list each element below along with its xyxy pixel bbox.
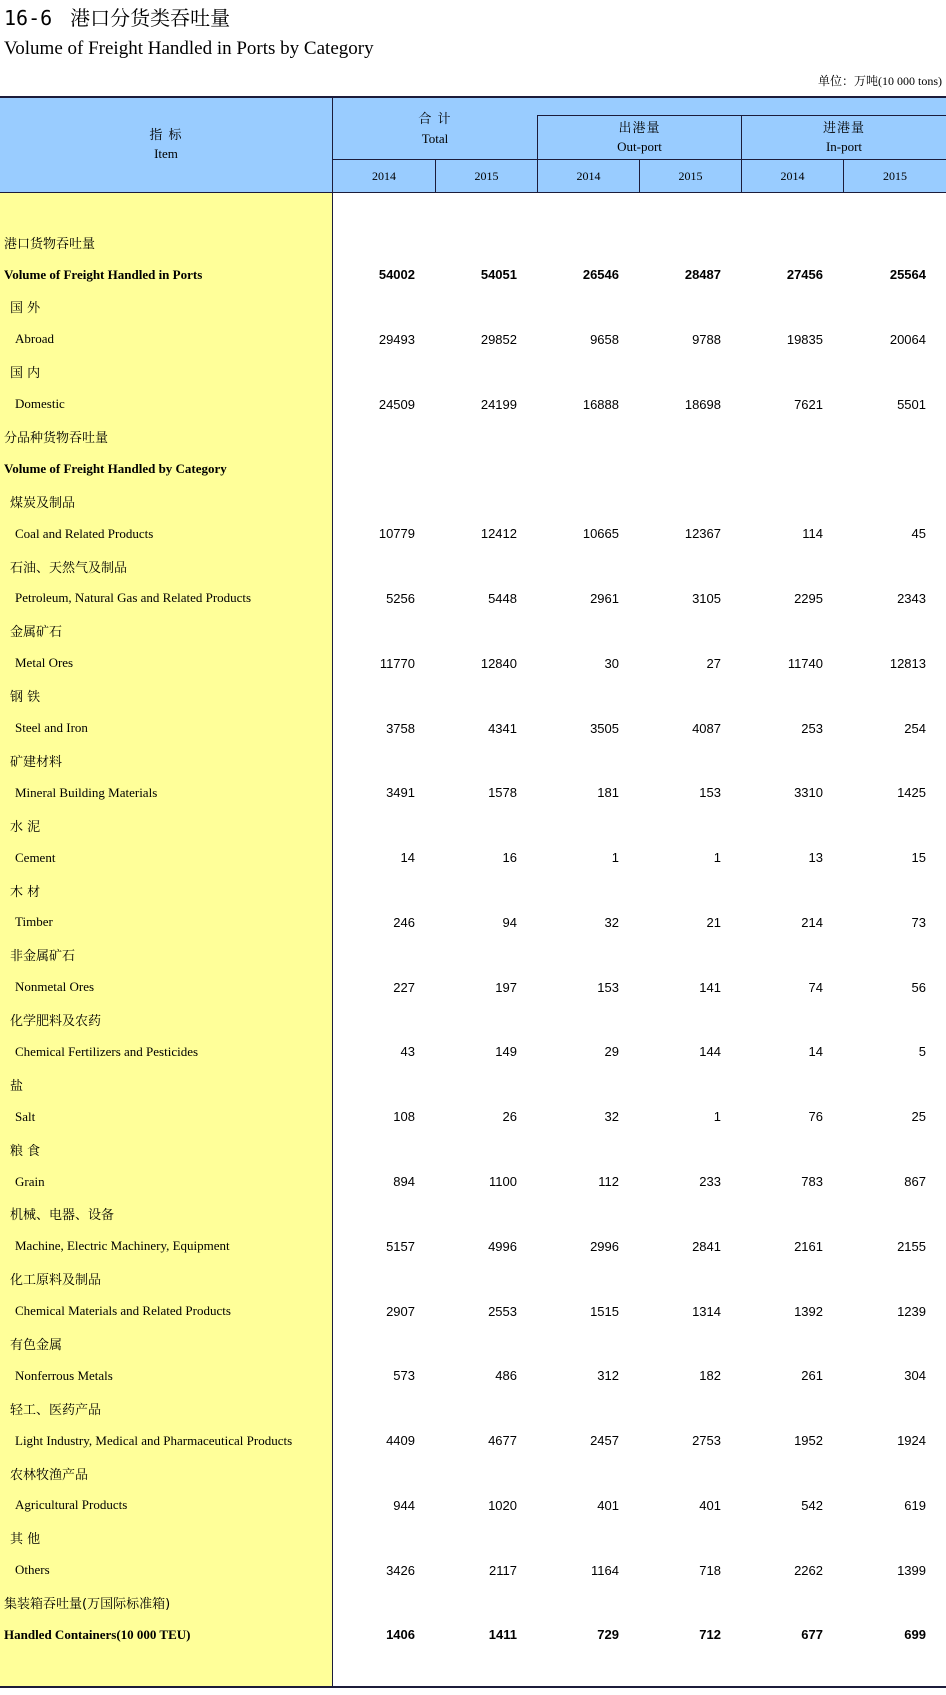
value-cell: 4409 [386, 1433, 415, 1449]
row-label-en: Abroad [15, 331, 54, 347]
value-cell: 9788 [692, 331, 721, 347]
table-row [0, 1489, 946, 1521]
value-cell: 1411 [488, 1627, 517, 1643]
row-label-en: Coal and Related Products [15, 525, 154, 541]
header-group-en: In-port [825, 138, 863, 154]
value-cell: 2457 [590, 1433, 619, 1449]
value-cell: 5 [918, 1044, 926, 1060]
table-row [0, 1295, 946, 1327]
value-cell: 2262 [794, 1562, 823, 1578]
row-label-zh: 盐 [10, 1078, 24, 1094]
value-cell: 94 [502, 914, 517, 930]
value-cell: 1425 [897, 785, 926, 801]
value-cell: 10665 [582, 526, 619, 542]
table-row [0, 1327, 946, 1359]
row-label-en: Chemical Fertilizers and Pesticides [15, 1043, 199, 1059]
value-cell: 3505 [590, 720, 619, 736]
header-group-zh: 进港量 [822, 120, 865, 136]
value-cell: 261 [801, 1368, 823, 1384]
row-label-en: Metal Ores [15, 655, 74, 671]
table-title-en: Volume of Freight Handled in Ports by Category [4, 38, 374, 59]
table-row [0, 1133, 946, 1165]
table-row [0, 291, 946, 323]
header-item-zh: 指 标 [149, 128, 183, 143]
value-cell: 2553 [488, 1303, 517, 1319]
header-item-en: Item [154, 146, 178, 161]
value-cell: 3105 [692, 590, 721, 606]
value-cell: 30 [604, 655, 619, 671]
table-row [0, 258, 946, 290]
row-label-zh: 粮 食 [10, 1143, 41, 1159]
value-cell: 144 [699, 1044, 721, 1060]
table-row [0, 1522, 946, 1554]
table-row [0, 323, 946, 355]
value-cell: 25564 [889, 267, 926, 283]
value-cell: 153 [699, 785, 721, 801]
row-label-en: Mineral Building Materials [15, 784, 158, 800]
year-header-cell: 2015 [435, 160, 537, 192]
value-cell: 108 [393, 1109, 415, 1125]
value-cell: 2841 [692, 1238, 721, 1254]
value-cell: 10779 [378, 526, 415, 542]
row-label-en: Volume of Freight Handled in Ports [4, 266, 203, 282]
value-cell: 25 [911, 1109, 926, 1125]
table-body [0, 193, 946, 1686]
value-cell: 12813 [889, 655, 926, 671]
table-row [0, 744, 946, 776]
value-cell: 28487 [684, 267, 721, 283]
table-rows [0, 226, 946, 1651]
row-label-en: Timber [15, 914, 53, 930]
value-cell: 312 [597, 1368, 619, 1384]
value-cell: 1100 [489, 1174, 517, 1190]
value-cell: 141 [699, 979, 721, 995]
value-cell: 944 [393, 1497, 415, 1513]
value-cell: 32 [604, 914, 619, 930]
value-cell: 246 [393, 914, 415, 930]
table-row [0, 582, 946, 614]
table-title [4, 5, 230, 31]
row-label-zh: 石油、天然气及制品 [10, 560, 128, 576]
table-row [0, 841, 946, 873]
value-cell: 182 [699, 1368, 721, 1384]
value-cell: 1020 [488, 1497, 517, 1513]
table-row [0, 1003, 946, 1035]
value-cell: 2117 [489, 1562, 517, 1578]
table-row [0, 809, 946, 841]
row-label-zh: 国 内 [10, 366, 41, 382]
value-cell: 14 [400, 850, 415, 866]
value-cell: 5448 [488, 590, 517, 606]
row-label-zh: 农林牧渔产品 [10, 1467, 89, 1483]
value-cell: 304 [904, 1368, 926, 1384]
table-row [0, 1230, 946, 1262]
table-row [0, 1586, 946, 1618]
value-cell: 12840 [480, 655, 517, 671]
value-cell: 2996 [590, 1238, 619, 1254]
row-label-en: Others [15, 1562, 50, 1578]
header-group-en: Out-port [617, 138, 662, 154]
value-cell: 542 [801, 1497, 823, 1513]
table-row [0, 777, 946, 809]
row-label-zh: 水 泥 [10, 819, 41, 835]
table-row [0, 1457, 946, 1489]
value-cell: 45 [911, 526, 926, 542]
row-label-zh: 化学肥料及农药 [10, 1014, 102, 1030]
year-header-cell: 2015 [843, 160, 946, 192]
row-label-en: Agricultural Products [15, 1497, 128, 1513]
row-label-en: Grain [15, 1173, 45, 1189]
row-label-en: Cement [15, 849, 56, 865]
row-label-zh: 集装箱吞吐量(万国际标准箱) [4, 1597, 171, 1613]
value-cell: 783 [801, 1174, 823, 1190]
value-cell: 29493 [378, 331, 415, 347]
table-row [0, 1165, 946, 1197]
value-cell: 18698 [684, 396, 721, 412]
unit-note: 单位：万吨(10 000 tons) [818, 74, 942, 88]
table-row [0, 971, 946, 1003]
table-row [0, 226, 946, 258]
data-table [0, 96, 946, 1688]
row-label-zh: 化工原料及制品 [10, 1273, 102, 1289]
value-cell: 29 [604, 1044, 619, 1060]
row-label-en: Domestic [15, 396, 65, 412]
row-label-zh: 金属矿石 [10, 625, 63, 641]
value-cell: 4996 [488, 1238, 517, 1254]
row-label-zh: 非金属矿石 [10, 949, 76, 965]
table-row [0, 1392, 946, 1424]
value-cell: 1392 [794, 1303, 823, 1319]
value-cell: 214 [801, 914, 823, 930]
row-label-zh: 钢 铁 [10, 690, 41, 706]
value-cell: 43 [400, 1044, 415, 1060]
value-cell: 76 [808, 1109, 823, 1125]
value-cell: 1 [713, 1109, 721, 1125]
value-cell: 26546 [582, 267, 619, 283]
row-label-en: Light Industry, Medical and Pharmaceutical Products [15, 1432, 293, 1448]
year-header-cell: 2014 [537, 160, 639, 192]
value-cell: 1406 [386, 1627, 415, 1643]
value-cell: 11740 [787, 655, 823, 671]
row-label-en: Machine, Electric Machinery, Equipment [15, 1238, 230, 1254]
row-label-en: Salt [15, 1108, 36, 1124]
value-cell: 486 [495, 1368, 517, 1384]
value-cell: 2753 [692, 1433, 721, 1449]
year-header-cell: 2015 [639, 160, 741, 192]
table-row [0, 1424, 946, 1456]
value-cell: 26 [502, 1109, 517, 1125]
table-row [0, 518, 946, 550]
value-cell: 153 [597, 979, 619, 995]
value-cell: 2155 [897, 1238, 926, 1254]
value-cell: 12367 [684, 526, 721, 542]
value-cell: 1239 [897, 1303, 926, 1319]
header-group-out-port [537, 115, 741, 160]
header-group-total [333, 98, 537, 160]
value-cell: 197 [495, 979, 517, 995]
value-cell: 16888 [582, 396, 619, 412]
value-cell: 3491 [386, 785, 415, 801]
value-cell: 401 [597, 1497, 619, 1513]
value-cell: 27456 [786, 267, 823, 283]
table-title-zh: 港口分货类吞吐量 [70, 6, 231, 30]
value-cell: 7621 [794, 396, 823, 412]
table-number: 16-6 [4, 6, 53, 30]
table-row [0, 1619, 946, 1651]
table-row [0, 420, 946, 452]
header-group-zh: 出港量 [618, 120, 661, 136]
value-cell: 573 [393, 1368, 415, 1384]
row-label-zh: 港口货物吞吐量 [4, 236, 96, 252]
header-group-en: Total [421, 130, 449, 146]
value-cell: 5157 [386, 1238, 415, 1254]
table-row [0, 906, 946, 938]
value-cell: 19835 [786, 331, 823, 347]
value-cell: 11770 [379, 655, 415, 671]
value-cell: 5501 [897, 396, 926, 412]
value-cell: 253 [801, 720, 823, 736]
value-cell: 1952 [794, 1433, 823, 1449]
row-label-en: Volume of Freight Handled by Category [4, 460, 227, 476]
row-label-zh: 煤炭及制品 [10, 495, 76, 511]
table-row [0, 615, 946, 647]
table-row [0, 1036, 946, 1068]
value-cell: 114 [802, 526, 823, 542]
value-cell: 16 [502, 850, 517, 866]
header-group-zh: 合 计 [418, 111, 452, 127]
value-cell: 677 [801, 1627, 823, 1643]
value-cell: 21 [706, 914, 721, 930]
row-label-zh: 机械、电器、设备 [10, 1208, 115, 1224]
value-cell: 867 [904, 1174, 926, 1190]
row-label-zh: 分品种货物吞吐量 [4, 431, 109, 447]
table-row [0, 1263, 946, 1295]
value-cell: 112 [598, 1174, 619, 1190]
value-cell: 4341 [488, 720, 517, 736]
row-label-en: Nonmetal Ores [15, 979, 95, 995]
value-cell: 2343 [897, 590, 926, 606]
value-cell: 1515 [590, 1303, 619, 1319]
value-cell: 149 [495, 1044, 517, 1060]
value-cell: 9658 [590, 331, 619, 347]
value-cell: 29852 [480, 331, 517, 347]
value-cell: 894 [393, 1174, 415, 1190]
value-cell: 254 [904, 720, 926, 736]
row-label-zh: 木 材 [10, 884, 41, 900]
value-cell: 2907 [386, 1303, 415, 1319]
table-row [0, 874, 946, 906]
row-label-zh: 矿建材料 [10, 754, 63, 770]
value-cell: 27 [706, 655, 721, 671]
row-label-en: Chemical Materials and Related Products [15, 1303, 231, 1319]
table-row [0, 647, 946, 679]
table-row [0, 1198, 946, 1230]
row-label-zh: 轻工、医药产品 [10, 1402, 102, 1418]
value-cell: 1578 [488, 785, 517, 801]
row-label-zh: 有色金属 [10, 1337, 63, 1353]
value-cell: 712 [699, 1627, 721, 1643]
value-cell: 729 [597, 1627, 619, 1643]
header-item-cell [0, 98, 333, 192]
value-cell: 24199 [480, 396, 517, 412]
table-row [0, 1360, 946, 1392]
value-cell: 15 [911, 850, 926, 866]
row-label-en: Nonferrous Metals [15, 1367, 113, 1383]
value-cell: 233 [699, 1174, 721, 1190]
table-row [0, 712, 946, 744]
row-label-en: Petroleum, Natural Gas and Related Products [15, 590, 252, 606]
table-row [0, 356, 946, 388]
value-cell: 20064 [889, 331, 926, 347]
table-row [0, 939, 946, 971]
value-cell: 1164 [591, 1562, 619, 1578]
table-row [0, 679, 946, 711]
value-cell: 32 [604, 1109, 619, 1125]
table-row [0, 485, 946, 517]
value-cell: 73 [911, 914, 926, 930]
value-cell: 3758 [386, 720, 415, 736]
value-cell: 54002 [378, 267, 415, 283]
value-cell: 56 [911, 979, 926, 995]
table-row [0, 1554, 946, 1586]
row-label-en: Handled Containers(10 000 TEU) [4, 1626, 191, 1642]
value-cell: 401 [699, 1497, 721, 1513]
value-cell: 3426 [386, 1562, 415, 1578]
value-cell: 1 [713, 850, 721, 866]
value-cell: 1314 [692, 1303, 721, 1319]
row-label-en: Steel and Iron [15, 720, 88, 736]
row-label-zh: 国 外 [10, 301, 41, 317]
value-cell: 74 [808, 979, 823, 995]
table-row [0, 1101, 946, 1133]
year-header-cell: 2014 [372, 168, 396, 183]
value-cell: 2295 [794, 590, 823, 606]
value-cell: 718 [699, 1562, 721, 1578]
table-row [0, 453, 946, 485]
value-cell: 181 [597, 785, 619, 801]
year-header-cell: 2014 [741, 160, 843, 192]
value-cell: 13 [808, 850, 823, 866]
row-label-zh: 其 他 [10, 1532, 41, 1548]
value-cell: 1924 [897, 1433, 926, 1449]
value-cell: 3310 [794, 785, 823, 801]
value-cell: 54051 [480, 267, 517, 283]
value-cell: 4087 [692, 720, 721, 736]
value-cell: 1 [611, 850, 619, 866]
value-cell: 2961 [590, 590, 619, 606]
value-cell: 4677 [488, 1433, 517, 1449]
value-cell: 227 [393, 979, 415, 995]
header-group-in-port [741, 115, 946, 160]
value-cell: 1399 [897, 1562, 926, 1578]
table-row [0, 1068, 946, 1100]
value-cell: 2161 [794, 1238, 823, 1254]
value-cell: 619 [904, 1497, 926, 1513]
table-header [0, 98, 946, 193]
value-cell: 24509 [378, 396, 415, 412]
value-cell: 5256 [386, 590, 415, 606]
value-cell: 14 [808, 1044, 823, 1060]
table-row [0, 550, 946, 582]
value-cell: 12412 [480, 526, 517, 542]
value-cell: 699 [904, 1627, 926, 1643]
table-row [0, 388, 946, 420]
